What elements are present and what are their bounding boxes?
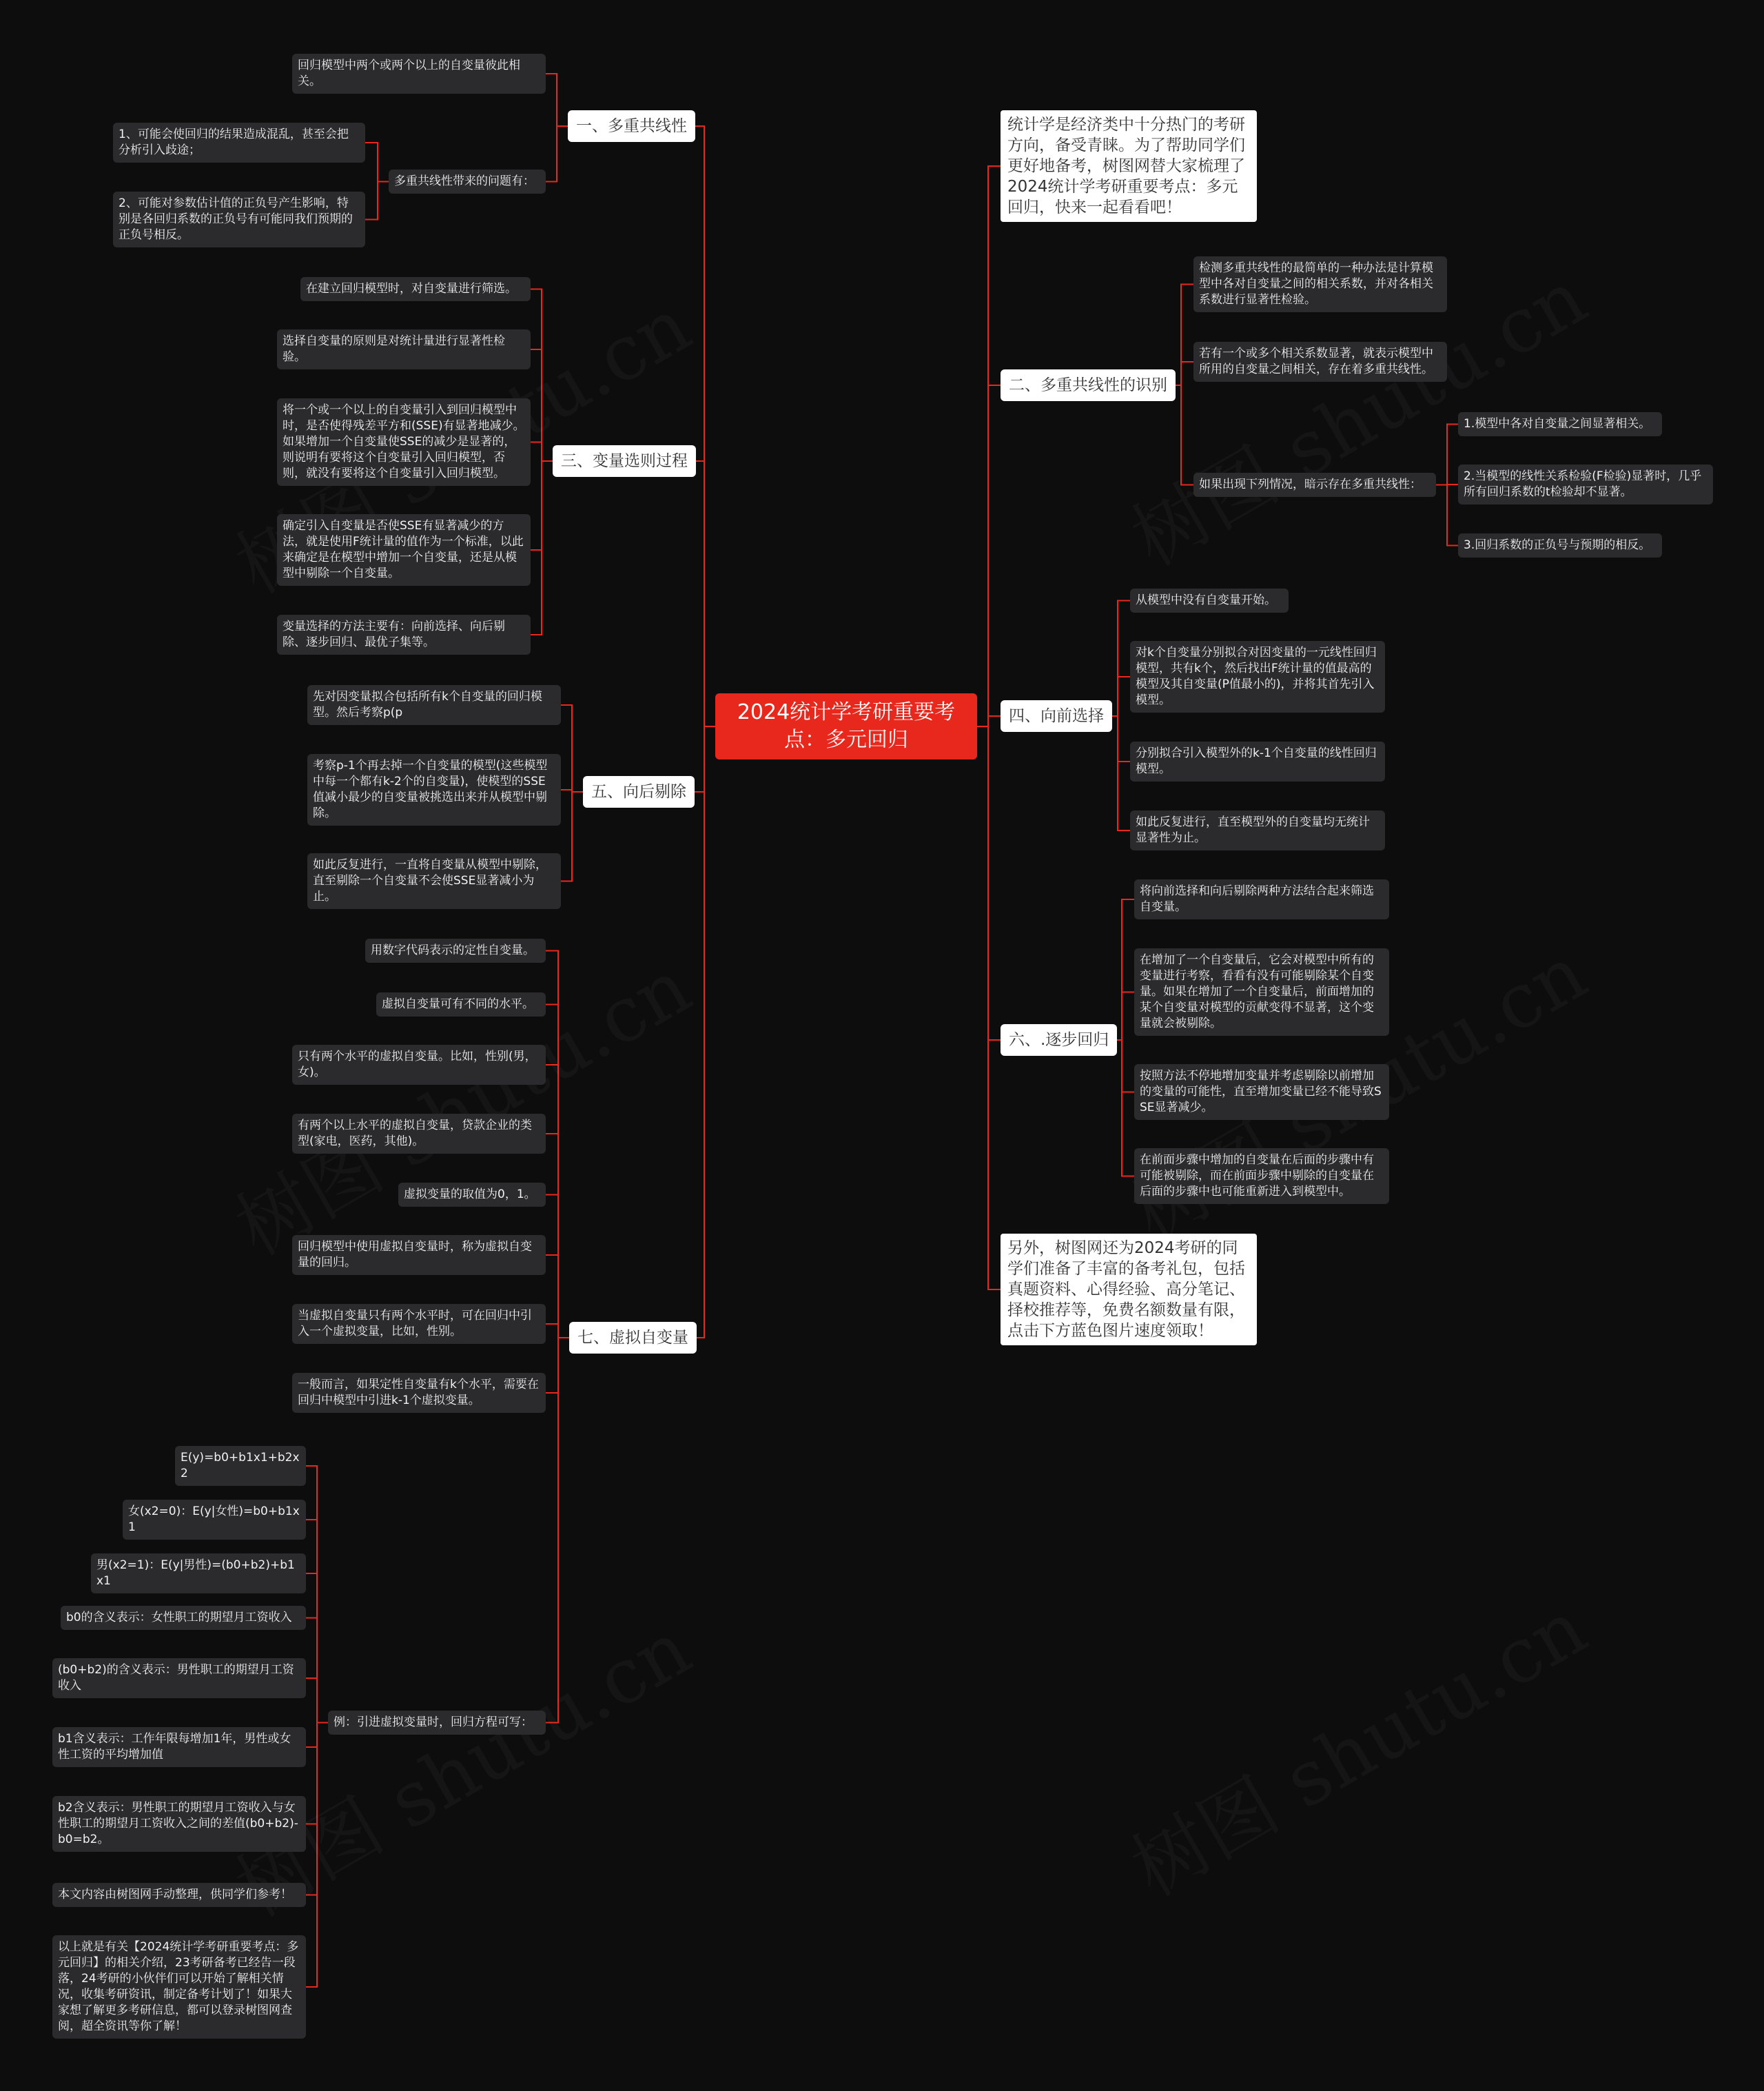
leaf-b5-fit-all[interactable]: 先对因变量拟合包括所有k个自变量的回归模型。然后考察p(p bbox=[307, 685, 561, 725]
connector-leaf-b1-problem-2 bbox=[365, 182, 389, 220]
leaf-b1-problems[interactable]: 多重共线性带来的问题有： bbox=[389, 170, 546, 194]
branch-backward-elimination[interactable]: 五、向后剔除 bbox=[583, 776, 695, 808]
connector-leaf-b4-repeat bbox=[1112, 716, 1130, 830]
leaf-b6-keep-adding[interactable]: 按照方法不停地增加变量并考虑剔除以前增加的变量的可能性，直至增加变量已经不能导致SSE显著减少。 bbox=[1134, 1064, 1389, 1120]
leaf-b3-principle[interactable]: 选择自变量的原则是对统计量进行显著性检验。 bbox=[277, 329, 531, 369]
connector-leaf-example-summary bbox=[306, 1723, 328, 1988]
connector-leaf-b1-definition bbox=[546, 74, 568, 126]
intro-bottom-text[interactable]: 另外，树图网还为2024考研的同学们准备了丰富的备考礼包，包括真题资料、心得经验、高分笔记、择校推荐等，免费名额数量有限，点击下方蓝色图片速度领取！ bbox=[1001, 1234, 1257, 1345]
connector-leaf-example-b0-b2 bbox=[306, 1678, 328, 1723]
branch-multicollinearity-detection[interactable]: 二、多重共线性的识别 bbox=[1001, 369, 1176, 401]
connector-leaf-b6-combine bbox=[1117, 899, 1134, 1040]
leaf-b6-re-entry[interactable]: 在前面步骤中增加的自变量在后面的步骤中有可能被剔除，而在前面步骤中剔除的自变量在后面的步骤中也可能重新进入到模型中。 bbox=[1134, 1148, 1389, 1204]
leaf-example-b1[interactable]: b1含义表示：工作年限每增加1年，男性或女性工资的平均增加值 bbox=[52, 1727, 306, 1767]
connector-leaf-b2-symptoms bbox=[1176, 385, 1193, 485]
connector-intro-bottom-text bbox=[977, 726, 1001, 1289]
leaf-b3-f-statistic[interactable]: 确定引入自变量是否使SSE有显著减少的方法，就是使用F统计量的值作为一个标准，以此来确定是在模型中增加一个自变量，还是从模型中剔除一个自变量。 bbox=[277, 514, 531, 586]
leaf-b1-problem-2[interactable]: 2、可能对参数估计值的正负号产生影响，特别是各回归系数的正负号有可能同我们预期的正负号相反。 bbox=[113, 192, 365, 247]
intro-top-text[interactable]: 统计学是经济类中十分热门的考研方向，备受青睐。为了帮助同学们更好地备考，树图网替大家梳理了2024统计学考研重要考点：多元回归，快来一起看看吧！ bbox=[1001, 110, 1257, 222]
connector-branch-multicollinearity-detection bbox=[977, 385, 1001, 726]
leaf-b3-sse-reduction[interactable]: 将一个或一个以上的自变量引入到回归模型中时，是否使得残差平方和(SSE)有显著地减少。如果增加一个自变量使SSE的减少是显著的，则说明有要将这个自变量引入回归模型，否则，就没有要将这个自变量引入回归模型。 bbox=[277, 398, 531, 486]
leaf-example-source[interactable]: 本文内容由树图网手动整理，供同学们参考！ bbox=[52, 1883, 306, 1907]
leaf-b2-symptom-3[interactable]: 3.回归系数的正负号与预期的相反。 bbox=[1458, 533, 1662, 558]
leaf-b7-two-levels[interactable]: 只有两个水平的虚拟自变量。比如，性别(男，女)。 bbox=[292, 1045, 546, 1085]
connector-leaf-b4-fit-single bbox=[1112, 677, 1130, 716]
connector-leaf-b2-significance bbox=[1176, 362, 1193, 385]
branch-stepwise-regression[interactable]: 六、.逐步回归 bbox=[1001, 1024, 1117, 1056]
connector-branch-variable-selection bbox=[696, 461, 715, 726]
connector-leaf-b3-methods bbox=[531, 461, 553, 635]
connector-leaf-b3-sse-reduction bbox=[531, 442, 553, 462]
leaf-b4-repeat[interactable]: 如此反复进行，直至模型外的自变量均无统计显著性为止。 bbox=[1130, 810, 1385, 850]
connector-leaf-b5-fit-all bbox=[561, 705, 583, 792]
leaf-b7-levels[interactable]: 虚拟自变量可有不同的水平。 bbox=[376, 992, 546, 1017]
connector-leaf-b4-fit-remaining bbox=[1112, 716, 1130, 762]
leaf-b3-screening[interactable]: 在建立回归模型时，对自变量进行筛选。 bbox=[300, 277, 531, 301]
leaf-example-summary[interactable]: 以上就是有关【2024统计学考研重要考点：多元回归】的相关介绍，23考研备考已经告一段落，24考研的小伙伴们可以开始了解相关情况，收集考研资讯，制定备考计划了！如果大家想了解更多考研信息，都可以登录树图网查阅，超全资讯等你了解！ bbox=[52, 1935, 306, 2039]
leaf-example-b0-b2[interactable]: (b0+b2)的含义表示：男性职工的期望月工资收入 bbox=[52, 1658, 306, 1698]
connector-leaf-b2-symptom-3 bbox=[1436, 485, 1458, 546]
branch-forward-selection[interactable]: 四、向前选择 bbox=[1001, 700, 1112, 732]
connector-leaf-b6-examine bbox=[1117, 992, 1134, 1041]
leaf-b2-symptom-2[interactable]: 2.当模型的线性关系检验(F检验)显著时，几乎所有回归系数的t检验却不显著。 bbox=[1458, 465, 1713, 504]
leaf-b7-example[interactable]: 例：引进虚拟变量时，回归方程可写： bbox=[328, 1711, 546, 1735]
leaf-b2-significance[interactable]: 若有一个或多个相关系数显著，就表示模型中所用的自变量之间相关，存在着多重共线性。 bbox=[1193, 342, 1447, 382]
connector-leaf-b2-symptom-1 bbox=[1436, 425, 1458, 485]
connector-leaf-b7-example bbox=[546, 1338, 569, 1723]
connector-leaf-b4-start bbox=[1112, 601, 1130, 717]
leaf-b2-symptom-1[interactable]: 1.模型中各对自变量之间显著相关。 bbox=[1458, 412, 1662, 436]
leaf-b4-fit-remaining[interactable]: 分别拟合引入模型外的k-1个自变量的线性回归模型。 bbox=[1130, 742, 1385, 782]
branch-multicollinearity[interactable]: 一、多重共线性 bbox=[568, 110, 695, 142]
leaf-b3-methods[interactable]: 变量选择的方法主要有：向前选择、向后剔除、逐步回归、最优子集等。 bbox=[277, 615, 531, 655]
leaf-example-b2[interactable]: b2含义表示：男性职工的期望月工资收入与女性职工的期望月工资收入之间的差值(b0+b2)-b0=b2。 bbox=[52, 1796, 306, 1852]
root-topic[interactable]: 2024统计学考研重要考点：多元回归 bbox=[715, 693, 977, 759]
connector-leaf-b5-repeat bbox=[561, 792, 583, 881]
leaf-b7-one-dummy[interactable]: 当虚拟自变量只有两个水平时，可在回归中引入一个虚拟变量，比如，性别。 bbox=[292, 1304, 546, 1344]
leaf-b7-k-minus-1[interactable]: 一般而言，如果定性自变量有k个水平，需要在回归中模型中引进k-1个虚拟变量。 bbox=[292, 1373, 546, 1413]
connector-branch-forward-selection bbox=[977, 716, 1001, 726]
connector-leaf-b1-problem-1 bbox=[365, 143, 389, 182]
leaf-example-male[interactable]: 男(x2=1)：E(y|男性)=(b0+b2)+b1x1 bbox=[91, 1553, 306, 1593]
connector-leaf-b1-problems bbox=[546, 126, 568, 182]
leaf-b1-problem-1[interactable]: 1、可能会使回归的结果造成混乱，甚至会把分析引入歧途； bbox=[113, 123, 365, 163]
leaf-b2-symptoms[interactable]: 如果出现下列情况，暗示存在多重共线性： bbox=[1193, 473, 1436, 497]
leaf-example-b0[interactable]: b0的含义表示：女性职工的期望月工资收入 bbox=[61, 1606, 306, 1630]
leaf-b5-repeat[interactable]: 如此反复进行，一直将自变量从模型中剔除，直至剔除一个自变量不会使SSE显著减小为止。 bbox=[307, 853, 561, 909]
branch-variable-selection[interactable]: 三、变量选则过程 bbox=[553, 445, 696, 477]
leaf-b7-values[interactable]: 虚拟变量的取值为0，1。 bbox=[398, 1183, 546, 1207]
leaf-b1-definition[interactable]: 回归模型中两个或两个以上的自变量彼此相关。 bbox=[292, 54, 546, 94]
connector-leaf-b7-one-dummy bbox=[546, 1324, 569, 1338]
leaf-b6-examine[interactable]: 在增加了一个自变量后，它会对模型中所有的变量进行考察，看看有没有可能剔除某个自变量。如果在增加了一个自变量后，前面增加的某个自变量对模型的贡献变得不显著，这个变量就会被剔除。 bbox=[1134, 948, 1389, 1036]
leaf-b4-fit-single[interactable]: 对k个自变量分别拟合对因变量的一元线性回归模型，共有k个，然后找出F统计量的值最高的模型及其自变量(P值最小的)，并将其首先引入模型。 bbox=[1130, 641, 1385, 713]
leaf-b7-multi-levels[interactable]: 有两个以上水平的虚拟自变量，贷款企业的类型(家电，医药，其他)。 bbox=[292, 1114, 546, 1154]
connector-branch-dummy-variables bbox=[697, 726, 715, 1338]
leaf-b6-combine[interactable]: 将向前选择和向后剔除两种方法结合起来筛选自变量。 bbox=[1134, 879, 1389, 919]
connector-leaf-b2-correlation-test bbox=[1176, 285, 1193, 386]
connector-leaf-b6-keep-adding bbox=[1117, 1040, 1134, 1092]
leaf-example-female[interactable]: 女(x2=0)：E(y|女性)=b0+b1x1 bbox=[123, 1500, 306, 1540]
leaf-b2-correlation-test[interactable]: 检测多重共线性的最简单的一种办法是计算模型中各对自变量之间的相关系数，并对各相关系数进行显著性检验。 bbox=[1193, 256, 1447, 312]
leaf-b7-definition[interactable]: 用数字代码表示的定性自变量。 bbox=[365, 939, 546, 963]
connector-leaf-b6-re-entry bbox=[1117, 1040, 1134, 1176]
connector-branch-multicollinearity bbox=[695, 126, 715, 726]
leaf-example-equation[interactable]: E(y)=b0+b1x1+b2x2 bbox=[175, 1446, 306, 1486]
leaf-b5-remove-one[interactable]: 考察p-1个再去掉一个自变量的模型(这些模型中每一个都有k-2个的自变量)，使模型的SSE值减小最少的自变量被挑选出来并从模型中剔除。 bbox=[307, 754, 561, 826]
branch-dummy-variables[interactable]: 七、虚拟自变量 bbox=[569, 1322, 697, 1354]
leaf-b4-start[interactable]: 从模型中没有自变量开始。 bbox=[1130, 589, 1289, 613]
leaf-b7-dummy-regression[interactable]: 回归模型中使用虚拟自变量时，称为虚拟自变量的回归。 bbox=[292, 1235, 546, 1275]
